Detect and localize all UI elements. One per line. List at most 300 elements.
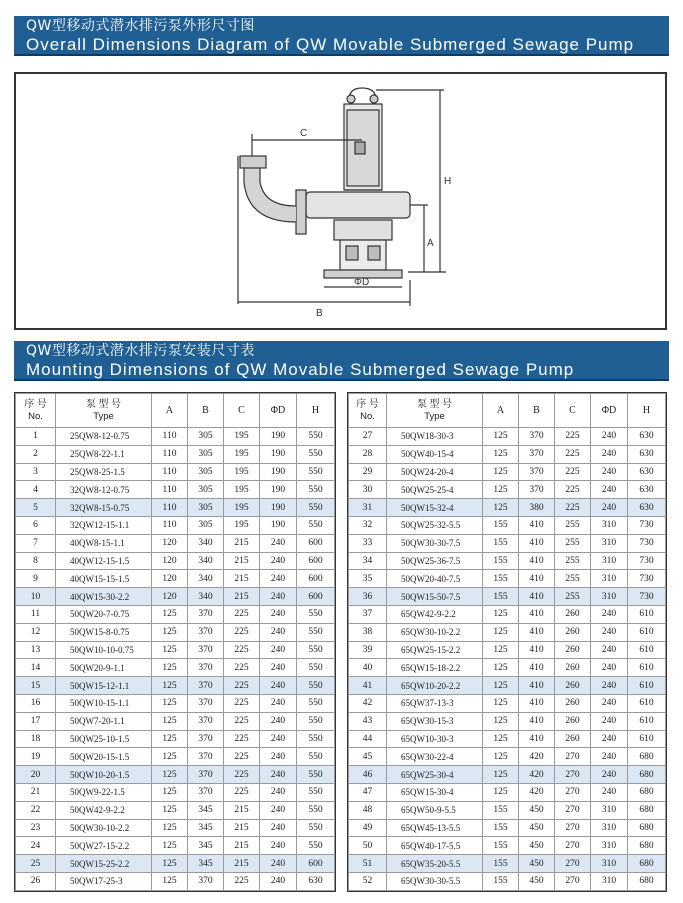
cell-h: 610 <box>628 623 666 641</box>
cell-h: 550 <box>297 516 335 534</box>
cell-b: 345 <box>188 855 224 873</box>
cell-a: 125 <box>483 623 519 641</box>
cell-a: 155 <box>483 819 519 837</box>
cell-d: 240 <box>591 748 628 766</box>
cell-type: 40QW15-15-1.5 <box>56 570 152 588</box>
cell-c: 260 <box>555 712 591 730</box>
cell-a: 125 <box>483 499 519 517</box>
cell-d: 240 <box>591 428 628 446</box>
table-row <box>16 570 335 588</box>
cell-d: 310 <box>591 855 628 873</box>
cell-b: 410 <box>519 570 555 588</box>
cell-b: 420 <box>519 748 555 766</box>
cell-type: 50QW20-40-7.5 <box>387 570 483 588</box>
cell-type: 65QW35-20-5.5 <box>387 855 483 873</box>
cell-b: 305 <box>188 481 224 499</box>
cell-b: 340 <box>188 552 224 570</box>
cell-b: 370 <box>519 428 555 446</box>
cell-type: 50QW40-15-4 <box>387 445 483 463</box>
table-title-chinese: QW型移动式潜水排污泵安装尺寸表 <box>26 343 255 359</box>
cell-b: 420 <box>519 783 555 801</box>
diagram-title-chinese: QW型移动式潜水排污泵外形尺寸图 <box>26 18 255 34</box>
cell-h: 600 <box>297 552 335 570</box>
cell-a: 125 <box>483 694 519 712</box>
cell-a: 155 <box>483 801 519 819</box>
cell-h: 680 <box>628 872 666 890</box>
cell-h: 550 <box>297 783 335 801</box>
cell-b: 340 <box>188 588 224 606</box>
cell-c: 225 <box>224 605 260 623</box>
cell-d: 240 <box>260 570 297 588</box>
cell-b: 370 <box>188 783 224 801</box>
cell-d: 190 <box>260 428 297 446</box>
cell-d: 240 <box>260 641 297 659</box>
cell-d: 240 <box>260 855 297 873</box>
dim-label-b: B <box>316 308 323 319</box>
cell-no: 7 <box>16 534 56 552</box>
cell-b: 450 <box>519 872 555 890</box>
cell-b: 410 <box>519 534 555 552</box>
cell-h: 550 <box>297 481 335 499</box>
cell-b: 450 <box>519 819 555 837</box>
cell-d: 240 <box>260 837 297 855</box>
cell-d: 190 <box>260 516 297 534</box>
col-header-b: B <box>519 394 555 428</box>
cell-no: 14 <box>16 659 56 677</box>
cell-h: 600 <box>297 534 335 552</box>
cell-no: 12 <box>16 623 56 641</box>
col-header-a: A <box>483 394 519 428</box>
cell-d: 240 <box>260 801 297 819</box>
cell-d: 190 <box>260 463 297 481</box>
cell-type: 25QW8-22-1.1 <box>56 445 152 463</box>
dimensions-table-right <box>347 392 667 892</box>
cell-d: 310 <box>591 588 628 606</box>
cell-d: 240 <box>591 659 628 677</box>
cell-a: 155 <box>483 855 519 873</box>
cell-a: 125 <box>152 677 188 695</box>
cell-c: 215 <box>224 837 260 855</box>
cell-d: 310 <box>591 801 628 819</box>
cell-a: 110 <box>152 428 188 446</box>
cell-b: 370 <box>188 730 224 748</box>
table-row <box>349 641 666 659</box>
cell-b: 410 <box>519 623 555 641</box>
col-header-c: C <box>224 394 260 428</box>
table-row <box>349 445 666 463</box>
cell-c: 260 <box>555 641 591 659</box>
table-row <box>349 623 666 641</box>
cell-b: 450 <box>519 837 555 855</box>
table-row <box>349 801 666 819</box>
cell-c: 195 <box>224 499 260 517</box>
cell-c: 255 <box>555 588 591 606</box>
cell-d: 310 <box>591 534 628 552</box>
cell-a: 125 <box>152 801 188 819</box>
cell-type: 65QW37-13-3 <box>387 694 483 712</box>
table-row <box>349 783 666 801</box>
cell-h: 550 <box>297 748 335 766</box>
table-row <box>349 570 666 588</box>
col-header-no: 序 号 No. <box>349 394 387 428</box>
table-section-header <box>14 341 669 381</box>
table-row <box>349 677 666 695</box>
cell-no: 16 <box>16 694 56 712</box>
cell-no: 37 <box>349 605 387 623</box>
cell-h: 730 <box>628 552 666 570</box>
cell-d: 240 <box>260 677 297 695</box>
cell-b: 370 <box>188 872 224 890</box>
cell-c: 260 <box>555 677 591 695</box>
cell-c: 255 <box>555 534 591 552</box>
cell-b: 410 <box>519 552 555 570</box>
cell-a: 125 <box>483 605 519 623</box>
cell-d: 240 <box>260 872 297 890</box>
cell-a: 155 <box>483 872 519 890</box>
table-row <box>349 516 666 534</box>
cell-a: 125 <box>483 783 519 801</box>
cell-b: 370 <box>519 481 555 499</box>
cell-b: 410 <box>519 641 555 659</box>
cell-b: 345 <box>188 837 224 855</box>
table-row <box>349 837 666 855</box>
table-row <box>349 463 666 481</box>
cell-type: 40QW8-15-1.1 <box>56 534 152 552</box>
cell-no: 52 <box>349 872 387 890</box>
cell-type: 50QW25-25-4 <box>387 481 483 499</box>
table-row <box>349 605 666 623</box>
cell-type: 65QW10-20-2.2 <box>387 677 483 695</box>
cell-h: 630 <box>628 445 666 463</box>
cell-d: 240 <box>591 499 628 517</box>
cell-b: 370 <box>188 748 224 766</box>
table-row <box>349 748 666 766</box>
cell-a: 155 <box>483 588 519 606</box>
cell-type: 50QW30-30-7.5 <box>387 534 483 552</box>
table-row <box>16 783 335 801</box>
cell-no: 48 <box>349 801 387 819</box>
table-row <box>16 872 335 890</box>
cell-c: 255 <box>555 516 591 534</box>
cell-c: 270 <box>555 748 591 766</box>
cell-a: 125 <box>152 837 188 855</box>
cell-d: 240 <box>591 730 628 748</box>
table-row <box>16 801 335 819</box>
cell-h: 730 <box>628 570 666 588</box>
cell-no: 31 <box>349 499 387 517</box>
cell-h: 550 <box>297 837 335 855</box>
cell-type: 50QW20-7-0.75 <box>56 605 152 623</box>
cell-no: 47 <box>349 783 387 801</box>
cell-a: 125 <box>483 748 519 766</box>
cell-no: 18 <box>16 730 56 748</box>
cell-b: 345 <box>188 819 224 837</box>
cell-c: 215 <box>224 534 260 552</box>
cell-c: 195 <box>224 463 260 481</box>
cell-h: 600 <box>297 588 335 606</box>
table-row <box>16 623 335 641</box>
cell-d: 240 <box>260 819 297 837</box>
cell-type: 50QW42-9-2.2 <box>56 801 152 819</box>
cell-h: 550 <box>297 801 335 819</box>
cell-c: 225 <box>555 463 591 481</box>
cell-a: 120 <box>152 570 188 588</box>
cell-h: 630 <box>628 428 666 446</box>
cell-d: 190 <box>260 481 297 499</box>
cell-no: 43 <box>349 712 387 730</box>
table-header-row <box>349 394 666 428</box>
cell-c: 215 <box>224 801 260 819</box>
col-header-type: 泵 型 号 Type <box>387 394 483 428</box>
cell-c: 225 <box>224 694 260 712</box>
cell-no: 40 <box>349 659 387 677</box>
cell-no: 8 <box>16 552 56 570</box>
cell-h: 550 <box>297 463 335 481</box>
cell-h: 610 <box>628 659 666 677</box>
cell-type: 40QW12-15-1.5 <box>56 552 152 570</box>
cell-type: 65QW25-30-4 <box>387 766 483 784</box>
cell-c: 215 <box>224 588 260 606</box>
cell-no: 46 <box>349 766 387 784</box>
cell-b: 410 <box>519 694 555 712</box>
table-row <box>16 552 335 570</box>
cell-h: 550 <box>297 712 335 730</box>
cell-no: 19 <box>16 748 56 766</box>
cell-c: 260 <box>555 605 591 623</box>
cell-c: 260 <box>555 694 591 712</box>
cell-a: 155 <box>483 516 519 534</box>
cell-type: 50QW17-25-3 <box>56 872 152 890</box>
pump-dimensions-drawing <box>16 74 665 328</box>
table-row <box>16 677 335 695</box>
cell-a: 125 <box>483 481 519 499</box>
cell-no: 27 <box>349 428 387 446</box>
cell-h: 550 <box>297 499 335 517</box>
cell-type: 50QW9-22-1.5 <box>56 783 152 801</box>
cell-type: 50QW15-8-0.75 <box>56 623 152 641</box>
cell-type: 50QW25-36-7.5 <box>387 552 483 570</box>
dimensions-table-left <box>14 392 336 892</box>
table-row <box>16 730 335 748</box>
cell-h: 630 <box>628 481 666 499</box>
cell-c: 225 <box>224 677 260 695</box>
cell-d: 240 <box>591 445 628 463</box>
cell-h: 680 <box>628 748 666 766</box>
cell-c: 225 <box>224 783 260 801</box>
cell-c: 255 <box>555 570 591 588</box>
cell-no: 45 <box>349 748 387 766</box>
cell-no: 23 <box>16 819 56 837</box>
cell-b: 370 <box>188 641 224 659</box>
cell-type: 50QW20-15-1.5 <box>56 748 152 766</box>
cell-type: 65QW15-18-2.2 <box>387 659 483 677</box>
cell-b: 370 <box>519 463 555 481</box>
cell-type: 50QW25-10-1.5 <box>56 730 152 748</box>
table-row <box>16 766 335 784</box>
cell-no: 42 <box>349 694 387 712</box>
table-row <box>349 694 666 712</box>
cell-type: 50QW18-30-3 <box>387 428 483 446</box>
table-row <box>349 428 666 446</box>
cell-h: 730 <box>628 534 666 552</box>
cell-d: 240 <box>591 623 628 641</box>
cell-h: 630 <box>297 872 335 890</box>
cell-b: 370 <box>188 677 224 695</box>
cell-b: 370 <box>188 659 224 677</box>
cell-c: 225 <box>555 445 591 463</box>
diagram-title-english: Overall Dimensions Diagram of QW Movable Submerged Sewage Pump <box>26 35 635 54</box>
cell-a: 125 <box>152 872 188 890</box>
col-header-type: 泵 型 号 Type <box>56 394 152 428</box>
cell-h: 550 <box>297 730 335 748</box>
cell-c: 225 <box>224 872 260 890</box>
cell-d: 240 <box>260 694 297 712</box>
cell-c: 215 <box>224 819 260 837</box>
cell-a: 125 <box>483 730 519 748</box>
cell-no: 36 <box>349 588 387 606</box>
col-header-no: 序 号 No. <box>16 394 56 428</box>
dim-label-d: ΦD <box>354 277 370 288</box>
cell-a: 125 <box>483 766 519 784</box>
cell-c: 270 <box>555 855 591 873</box>
cell-c: 260 <box>555 623 591 641</box>
cell-h: 680 <box>628 837 666 855</box>
cell-b: 410 <box>519 659 555 677</box>
cell-d: 240 <box>591 783 628 801</box>
cell-b: 340 <box>188 534 224 552</box>
cell-type: 65QW30-15-3 <box>387 712 483 730</box>
cell-b: 380 <box>519 499 555 517</box>
cell-b: 370 <box>188 712 224 730</box>
cell-no: 51 <box>349 855 387 873</box>
cell-h: 680 <box>628 766 666 784</box>
cell-no: 20 <box>16 766 56 784</box>
cell-no: 35 <box>349 570 387 588</box>
cell-b: 370 <box>188 766 224 784</box>
cell-h: 600 <box>297 570 335 588</box>
cell-c: 260 <box>555 659 591 677</box>
cell-d: 240 <box>260 783 297 801</box>
cell-d: 240 <box>260 605 297 623</box>
cell-no: 32 <box>349 516 387 534</box>
cell-c: 195 <box>224 516 260 534</box>
cell-b: 340 <box>188 570 224 588</box>
cell-b: 370 <box>188 605 224 623</box>
cell-a: 110 <box>152 499 188 517</box>
cell-no: 3 <box>16 463 56 481</box>
cell-h: 610 <box>628 730 666 748</box>
cell-a: 125 <box>152 783 188 801</box>
table-row <box>349 552 666 570</box>
cell-a: 155 <box>483 534 519 552</box>
cell-no: 33 <box>349 534 387 552</box>
cell-type: 65QW40-17-5.5 <box>387 837 483 855</box>
cell-h: 550 <box>297 659 335 677</box>
cell-a: 120 <box>152 588 188 606</box>
cell-type: 65QW25-15-2.2 <box>387 641 483 659</box>
cell-a: 125 <box>483 641 519 659</box>
cell-h: 550 <box>297 766 335 784</box>
table-row <box>16 588 335 606</box>
cell-d: 190 <box>260 445 297 463</box>
cell-no: 26 <box>16 872 56 890</box>
cell-type: 50QW24-20-4 <box>387 463 483 481</box>
cell-d: 310 <box>591 819 628 837</box>
cell-c: 215 <box>224 552 260 570</box>
cell-no: 44 <box>349 730 387 748</box>
cell-type: 32QW8-15-0.75 <box>56 499 152 517</box>
cell-type: 32QW8-12-0.75 <box>56 481 152 499</box>
cell-c: 270 <box>555 783 591 801</box>
cell-h: 550 <box>297 641 335 659</box>
table-row <box>349 712 666 730</box>
table-row <box>349 819 666 837</box>
table-row <box>16 712 335 730</box>
table-row <box>16 428 335 446</box>
cell-h: 610 <box>628 694 666 712</box>
cell-d: 310 <box>591 872 628 890</box>
cell-c: 270 <box>555 837 591 855</box>
cell-type: 50QW15-50-7.5 <box>387 588 483 606</box>
cell-type: 50QW10-20-1.5 <box>56 766 152 784</box>
dim-label-c: C <box>300 128 308 139</box>
cell-b: 410 <box>519 605 555 623</box>
table-row <box>349 730 666 748</box>
cell-b: 305 <box>188 499 224 517</box>
cell-h: 680 <box>628 855 666 873</box>
cell-h: 680 <box>628 783 666 801</box>
cell-c: 270 <box>555 872 591 890</box>
col-header-a: A <box>152 394 188 428</box>
cell-b: 370 <box>188 694 224 712</box>
table-header-row <box>16 394 335 428</box>
cell-d: 190 <box>260 499 297 517</box>
cell-h: 730 <box>628 588 666 606</box>
cell-b: 305 <box>188 428 224 446</box>
cell-d: 310 <box>591 837 628 855</box>
col-header-c: C <box>555 394 591 428</box>
cell-a: 155 <box>483 552 519 570</box>
cell-type: 50QW10-10-0.75 <box>56 641 152 659</box>
cell-b: 345 <box>188 801 224 819</box>
cell-no: 22 <box>16 801 56 819</box>
cell-a: 125 <box>152 712 188 730</box>
cell-a: 120 <box>152 552 188 570</box>
table-row <box>349 534 666 552</box>
cell-a: 155 <box>483 837 519 855</box>
cell-no: 11 <box>16 605 56 623</box>
table-row <box>16 855 335 873</box>
cell-h: 630 <box>628 499 666 517</box>
cell-type: 32QW12-15-1.1 <box>56 516 152 534</box>
cell-d: 240 <box>260 659 297 677</box>
cell-no: 2 <box>16 445 56 463</box>
cell-no: 49 <box>349 819 387 837</box>
table-row <box>16 463 335 481</box>
cell-no: 39 <box>349 641 387 659</box>
table-row <box>16 819 335 837</box>
cell-a: 110 <box>152 481 188 499</box>
cell-c: 225 <box>224 766 260 784</box>
cell-type: 65QW42-9-2.2 <box>387 605 483 623</box>
cell-a: 110 <box>152 516 188 534</box>
cell-type: 50QW15-25-2.2 <box>56 855 152 873</box>
col-header-h: H <box>297 394 335 428</box>
cell-type: 65QW15-30-4 <box>387 783 483 801</box>
cell-c: 215 <box>224 855 260 873</box>
cell-d: 310 <box>591 570 628 588</box>
cell-c: 270 <box>555 766 591 784</box>
